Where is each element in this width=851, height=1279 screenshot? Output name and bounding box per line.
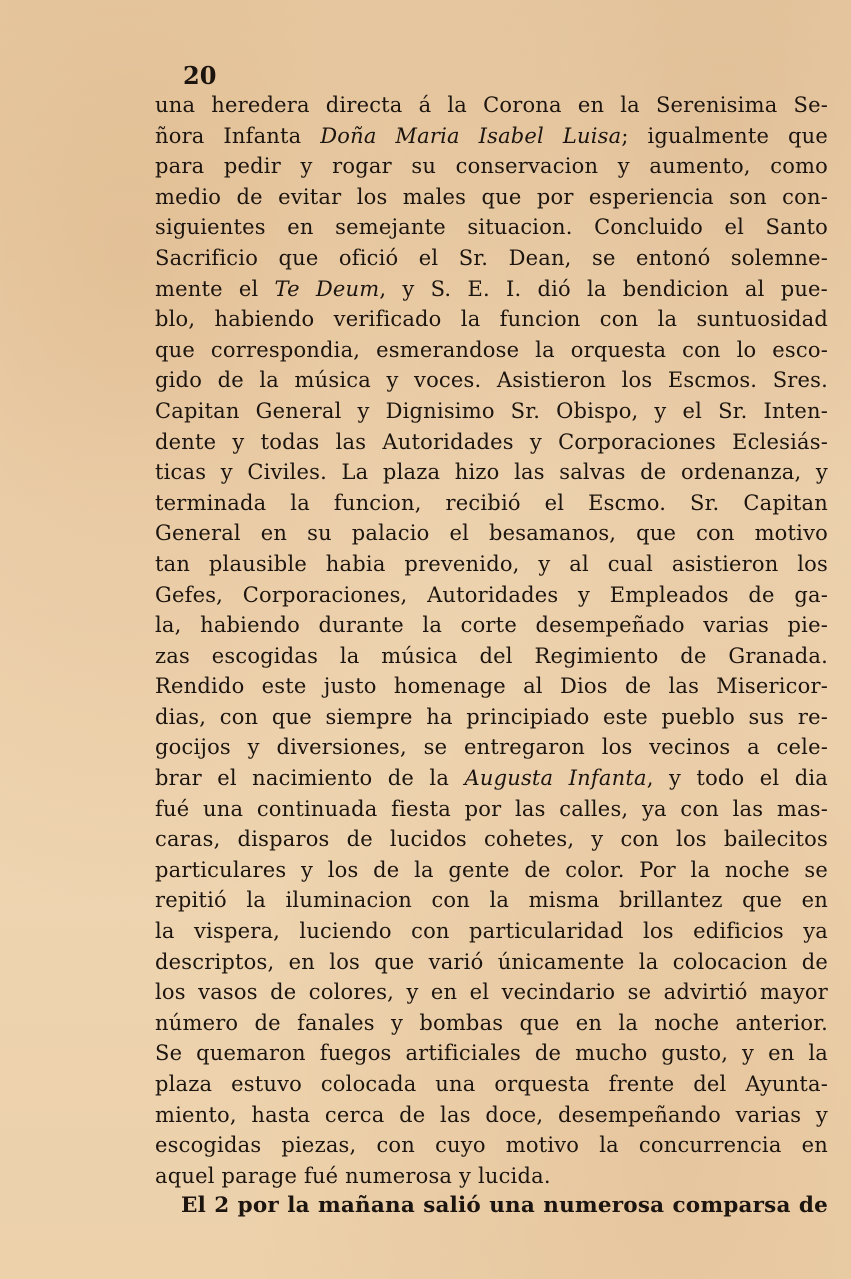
text-line xyxy=(155,151,828,182)
text-line xyxy=(155,610,828,641)
text-span: gocijos y diversiones, se entregaron los vecinos a cele- xyxy=(155,735,828,760)
text-line xyxy=(155,977,828,1008)
text-line xyxy=(155,885,828,916)
text-line xyxy=(155,1161,828,1192)
text-line xyxy=(155,732,828,763)
text-line xyxy=(155,947,828,978)
text-line xyxy=(155,427,828,458)
text-line xyxy=(155,1069,828,1100)
text-span: Se quemaron fuegos artificiales de mucho gusto, y en la xyxy=(155,1041,828,1066)
text-line xyxy=(155,1038,828,1069)
text-line xyxy=(155,1008,828,1039)
text-line xyxy=(155,794,828,825)
text-span: Gefes, Corporaciones, Autoridades y Empleados de ga- xyxy=(155,582,828,607)
text-span: fué una continuada fiesta por las calles, ya con las mas- xyxy=(155,796,828,821)
italic-text: Doña Maria Isabel Luisa xyxy=(320,123,622,148)
text-span: número de fanales y bombas que en la noche anterior. xyxy=(155,1010,828,1035)
text-span: miento, hasta cerca de las doce, desempeñando varias y xyxy=(155,1102,828,1127)
text-span: General en su palacio el besamanos, que con motivo xyxy=(155,521,828,546)
text-span: aquel parage fué numerosa y lucida. xyxy=(155,1163,551,1188)
body-text xyxy=(155,90,828,1222)
text-line xyxy=(155,549,828,580)
text-line xyxy=(155,457,828,488)
text-span: la, habiendo durante la corte desempeñado varias pie- xyxy=(155,613,828,638)
text-span: mente el xyxy=(155,276,275,301)
text-line xyxy=(155,304,828,335)
text-span: , y S. E. I. dió la bendicion al pue- xyxy=(379,276,828,301)
text-line xyxy=(155,365,828,396)
text-span: tan plausible habia prevenido, y al cual asistieron los xyxy=(155,551,828,576)
italic-text: Te Deum xyxy=(274,276,380,301)
text-span: ticas y Civiles. La plaza hizo las salvas de ordenanza, y xyxy=(155,460,828,485)
text-line xyxy=(155,488,828,519)
text-span: la vispera, luciendo con particularidad los edificios ya xyxy=(155,919,828,944)
text-line xyxy=(155,824,828,855)
text-line xyxy=(155,243,828,274)
text-line xyxy=(155,121,828,152)
text-span: los vasos de colores, y en el vecindario se advirtió mayor xyxy=(155,980,828,1005)
text-span: ñora Infanta xyxy=(155,123,321,148)
page-number: 20 xyxy=(183,61,217,90)
text-line xyxy=(155,182,828,213)
text-span: dente y todas las Autoridades y Corporaciones Eclesiás- xyxy=(155,429,828,454)
text-span: que correspondia, esmerandose la orquesta con lo esco- xyxy=(155,337,828,362)
text-span: descriptos, en los que varió únicamente la colocacion de xyxy=(155,949,828,974)
text-span: repitió la iluminacion con la misma brillantez que en xyxy=(155,888,828,913)
text-span: brar el nacimiento de la xyxy=(155,766,465,791)
text-span: blo, habiendo verificado la funcion con la suntuosidad xyxy=(155,307,828,332)
text-span: dias, con que siempre ha principiado este pueblo sus re- xyxy=(155,704,828,729)
text-span: zas escogidas la música del Regimiento de Granada. xyxy=(155,643,828,668)
text-span: ; igualmente que xyxy=(621,123,828,148)
text-line xyxy=(155,1130,828,1161)
text-line xyxy=(155,90,828,121)
text-line xyxy=(155,212,828,243)
text-span: Sacrificio que ofició el Sr. Dean, se entonó solemne- xyxy=(155,245,828,270)
text-span: siguientes en semejante situacion. Concluido el Santo xyxy=(155,215,828,240)
text-span: Rendido este justo homenage al Dios de las Misericor- xyxy=(155,674,828,699)
text-span: gido de la música y voces. Asistieron los Escmos. Sres. xyxy=(155,368,828,393)
text-line xyxy=(155,916,828,947)
text-span: terminada la funcion, recibió el Escmo. Sr. Capitan xyxy=(155,490,828,515)
text-span: una heredera directa á la Corona en la Serenisima Se- xyxy=(155,93,828,117)
text-span: escogidas piezas, con cuyo motivo la concurrencia en xyxy=(155,1133,828,1158)
text-span: para pedir y rogar su conservacion y aumento, como xyxy=(155,154,828,179)
text-span: El 2 por la mañana salió una numerosa comparsa de xyxy=(181,1193,828,1219)
text-line xyxy=(155,580,828,611)
italic-text: Augusta Infanta xyxy=(464,766,647,791)
text-span: plaza estuvo colocada una orquesta frente del Ayunta- xyxy=(155,1072,828,1096)
text-line xyxy=(155,671,828,702)
text-line xyxy=(155,702,828,733)
text-line xyxy=(155,274,828,305)
text-line xyxy=(155,763,828,794)
text-span: Capitan General y Dignisimo Sr. Obispo, y el Sr. Inten- xyxy=(155,398,828,423)
text-line xyxy=(155,641,828,672)
text-span: particulares y los de la gente de color. Por la noche se xyxy=(155,857,828,882)
text-span: caras, disparos de lucidos cohetes, y con los bailecitos xyxy=(155,827,828,852)
text-line xyxy=(155,855,828,886)
text-line xyxy=(155,1100,828,1131)
text-span: , y todo el dia xyxy=(646,766,828,791)
text-span: medio de evitar los males que por esperiencia son con- xyxy=(155,184,828,209)
text-line xyxy=(155,335,828,366)
text-line xyxy=(155,518,828,549)
text-line xyxy=(155,396,828,427)
text-line xyxy=(155,1191,828,1222)
